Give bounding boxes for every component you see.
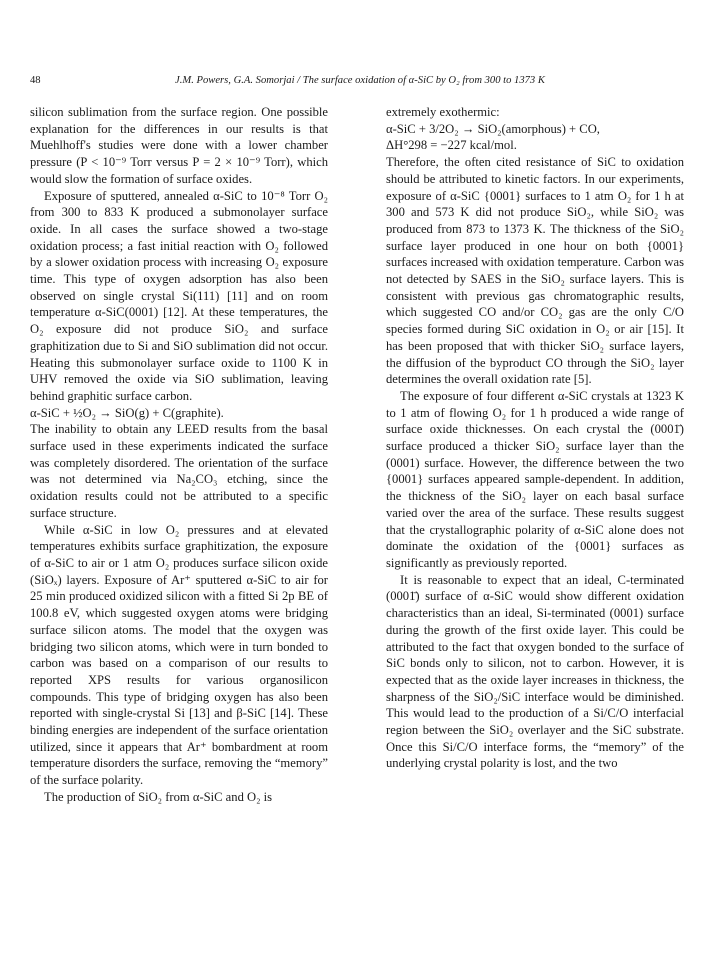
left-paragraph-1: silicon sublimation from the surface region. One possible explanation for the differences in our results is that Muehlhoff's studies were done with a lower chamber pressure (P < 10⁻⁹ Torr versus P = 2 × 10⁻⁹ Torr), which would slow the formation of surface oxides. [30,105,328,186]
right-paragraph-2: Therefore, the often cited resistance of SiC to oxidation should be attributed to kinetic factors. In our experiments, exposure of α-SiC {0001} surfaces to 1 atm O₂ for 1 h at 300 and 573 K did not produce SiO₂, while SiO₂ was produced from 873 to 1373 K. The thickness of the SiO₂ surface layer produced in one hour on both {0001} surfaces increased with oxidation temperature. Carbon was not detected by SAES in the SiO₂ surface layers. This is consistent with previous gas chromatographic results, which suggested CO and/or CO₂ gas are the only C/O species formed during SiC oxidation in O₂ or air [15]. It has been proposed that with thicker SiO₂ surface layers, the diffusion of the byproduct CO through the SiO₂ layer determines the overall oxidation rate [5]. [386,155,684,387]
page-header [30,74,690,88]
right-paragraph-4: It is reasonable to expect that an ideal, C-terminated (0001̄) surface of α-SiC would show different oxidation characteristics than an ideal, Si-terminated (0001) surface during the growth of the first oxide layer. This could be attributed to the fact that oxygen bonded to the surface of SiC bonds only to silicon, not to carbon. However, it is expected that as the oxide layer increases in thickness, the sharpness of the SiO₂/SiC interface would be diminished. This would lead to the production of a Si/C/O interfacial region between the SiO₂ overlayer and the SiC substrate. Once this Si/C/O interface forms, the “memory” of the underlying crystal polarity is lost, and the two [386,572,684,771]
left-column [30,104,328,806]
page-number: 48 [30,75,41,86]
left-paragraph-2: Exposure of sputtered, annealed α-SiC to 10⁻⁸ Torr O₂ from 300 to 833 K produced a submonolayer surface oxide. In all cases the surface showed a two-stage oxidation process; a fast initial reaction with O₂ followed by a slower oxidation process with increasing O₂ exposure time. This type of oxygen adsorption has also been observed on single crystal Si(111) [11] and on room temperature α-SiC(0001) [12]. At these temperatures, the O₂ exposure did not produce SiO₂ and surface graphitization due to Si and SiO sublimation did not occur. Heating this submonolayer surface oxide to 1100 K in UHV removed the oxide via SiO sublimation, leaving behind graphitic surface carbon. [30,188,328,403]
left-paragraph-3: The inability to obtain any LEED results from the basal surface used in these experiments indicated the surface was completely disordered. The orientation of the surface was not determined via Na₂CO₃ etching, since the oxidation results could not be attributed to a specific surface structure. [30,422,328,520]
equation-enthalpy: ΔH°298 = −227 kcal/mol. [386,138,517,153]
equation-sio2-formation: α-SiC + 3/2O₂ → SiO₂(amorphous) + CO, [386,121,600,136]
right-paragraph-3: The exposure of four different α-SiC crystals at 1323 K to 1 atm of flowing O₂ for 1 h produced a wide range of surface oxide thicknesses. On each crystal the (0001̄) surface produced a thicker SiO₂ surface layer than the (0001) surface. However, the difference between the two {0001} surfaces appeared sample-dependent. In addition, the thickness of the SiO₂ layer on each basal surface varied over the area of the surface. These results suggest that the crystallographic polarity of α-SiC alone does not dominate the oxidation of the {0001} surfaces as significantly as previously reported. [386,388,684,570]
left-paragraph-5: The production of SiO₂ from α-SiC and O₂ is [44,789,273,804]
equation-sio-sublimation: α-SiC + ½O₂ → SiO(g) + C(graphite). [30,405,224,420]
running-title: J.M. Powers, G.A. Somorjai / The surface oxidation of α-SiC by O₂ from 300 to 1373 K [175,75,545,86]
right-column [386,104,684,772]
left-paragraph-4: While α-SiC in low O₂ pressures and at elevated temperatures exhibits surface graphitization, the exposure of α-SiC to air or 1 atm O₂ produces surface silicon oxide (SiOₓ) layers. Exposure of Ar⁺ sputtered α-SiC to air for 25 min produced oxidized silicon with a fitted Si 2p BE of 100.8 eV, which suggested oxygen atoms were bridging surface silicon atoms. The model that the oxygen was bridging two silicon atoms, which were in turn bonded to carbon was based on a comparison of our results to reported XPS results for various organosilicon compounds. This type of bridging oxygen has also been reported with single-crystal Si [13] and β-SiC [14]. These binding energies are independent of the surface orientation utilized, since it appears that Ar⁺ bombardment at room temperature disorders the surface, removing the “memory” of the surface polarity. [30,522,328,788]
right-paragraph-1: extremely exothermic: [386,105,500,119]
